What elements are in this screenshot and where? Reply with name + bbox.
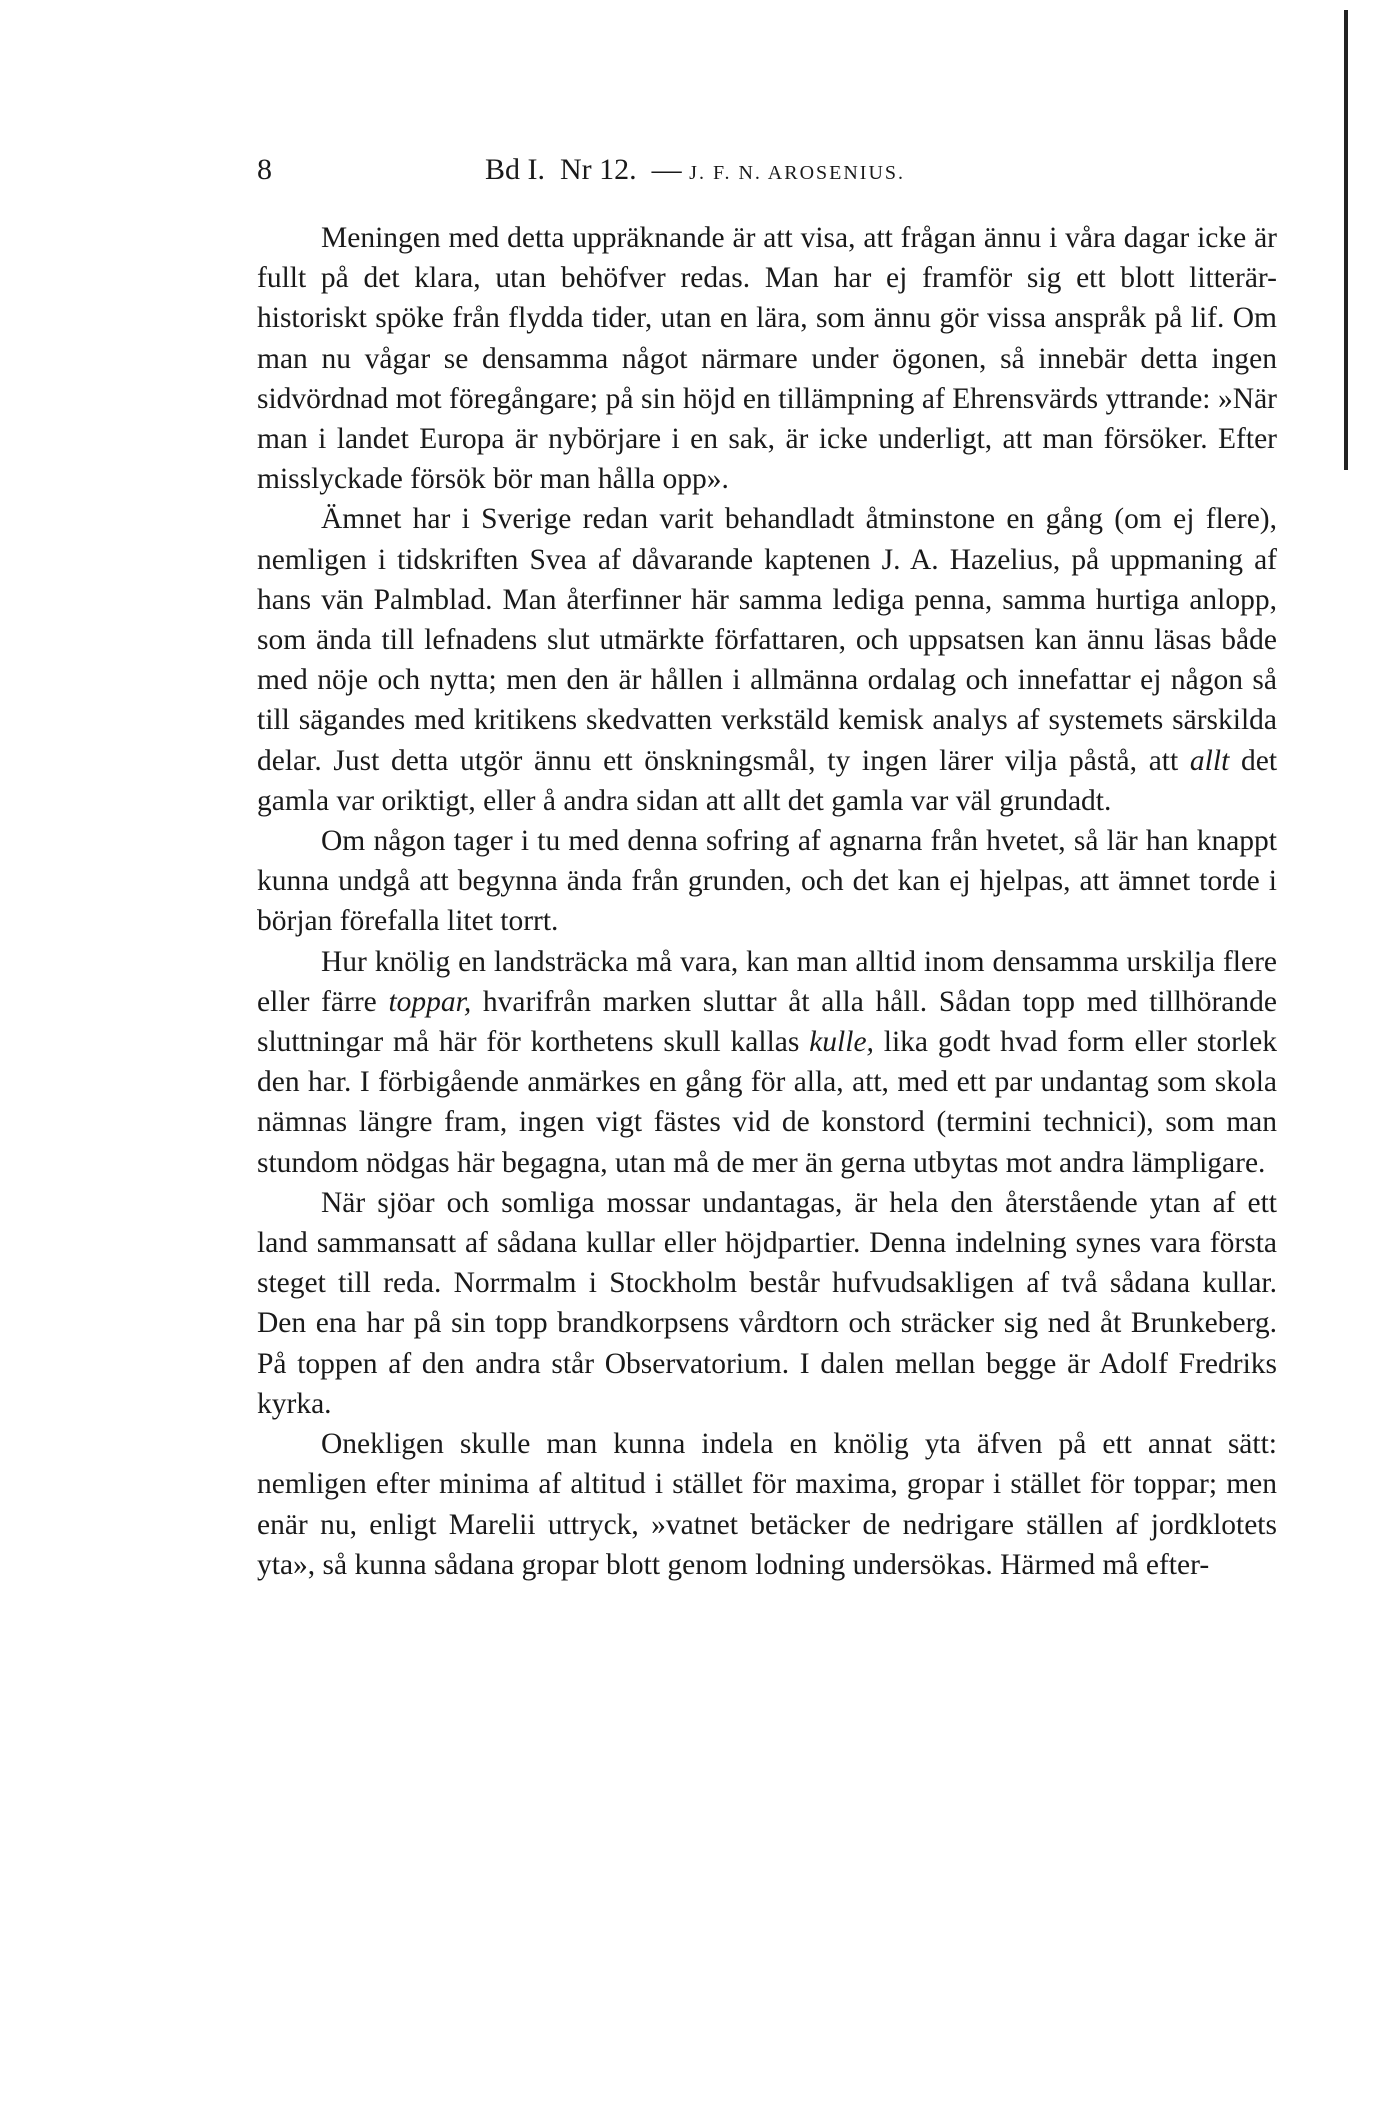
page-number: 8: [257, 153, 272, 186]
paragraph-2-text-end: det gamla var oriktigt, eller å andra sidan att allt det gamla var väl grundadt.: [257, 744, 1278, 817]
paragraph-6: [257, 1424, 1277, 1585]
paragraph-2: [257, 499, 1277, 821]
margin-mark: [1344, 10, 1348, 470]
paragraph-4-text-start: Hur knölig en landsträcka må vara, kan man alltid inom densamma urskilja flere eller färre: [257, 945, 1277, 1018]
paragraph-4: [257, 942, 1277, 1183]
paragraph-3: [257, 821, 1277, 942]
paragraph-1: [257, 218, 1277, 499]
header-title: [485, 150, 905, 193]
paragraph-3-text: Om någon tager i tu med denna sofring af agnarna från hvetet, så lär han knappt kunna undgå att begynna ända från grunden, och det kan ej hjelpas, att ämnet torde i början förefalla litet torrt.: [257, 825, 1277, 938]
running-header: [257, 150, 1277, 190]
header-series: Bd I.: [485, 153, 545, 186]
paragraph-4-text-end: lika godt hvad form eller storlek den har. I förbigående anmärkes en gång för alla, att, med ett par undantag som skola nämnas längre fram, ingen vigt fästes vid de konstord (termini technici), som man stundom nödgas här begagna, utan må de mer än gerna utbytas mot andra lämpligare.: [257, 1026, 1277, 1179]
header-author: J. F. N. AROSENIUS.: [689, 162, 906, 184]
paragraph-1-text: Meningen med detta uppräknande är att visa, att frågan ännu i våra dagar icke är fullt på det klara, utan behöfver redas. Man har ej framför sig ett blott litterär-historiskt spöke från flydda tider, utan en lära, som ännu gör vissa anspråk på lif. Om man nu vågar se densamma något närmare under ögonen, så innebär detta ingen sidvördnad mot föregångare; på sin höjd en tillämpning af Ehrensvärds yttrande: »När man i landet Europa är nybörjare i en sak, är icke underligt, att man försöker. Efter misslyckade försök bör man hålla opp».: [257, 222, 1277, 496]
body-text: [257, 218, 1277, 1585]
paragraph-2-text: Ämnet har i Sverige redan varit behandladt åtminstone en gång (om ej flere), nemligen i tidskriften Svea af dåvarande kaptenen J. A. Hazelius, på uppmaning af hans vän Palmblad. Man återfinner här samma lediga penna, samma hurtiga anlopp, som ända till lefnadens slut utmärkte författaren, och uppsatsen kan ännu läsas både med nöje och nytta; men den är hållen i allmänna ordalag och innefattar ej någon så till sägandes med kritikens skedvatten verkstäld kemisk analys af systemets särskilda delar. Just detta utgör ännu ett önskningsmål, ty ingen lärer vilja påstå, att: [257, 503, 1277, 777]
paragraph-4-text-middle: hvarifrån marken sluttar åt alla håll. Sådan topp med tillhörande sluttningar må här för korthetens skull kallas: [257, 985, 1277, 1059]
paragraph-5: [257, 1183, 1277, 1424]
header-number: Nr 12.: [560, 153, 637, 186]
italic-term-toppar: toppar,: [388, 985, 472, 1018]
header-dash: —: [651, 153, 682, 186]
italic-word: allt: [1189, 744, 1230, 777]
italic-term-kulle: kulle,: [809, 1026, 874, 1059]
paragraph-5-text: När sjöar och somliga mossar undantagas, är hela den återstående ytan af ett land sammansatt af sådana kullar eller höjdpartier. Denna indelning synes vara första steget till reda. Norrmalm i Stockholm består hufvudsakligen af två sådana kullar. Den ena har på sin topp brandkorpsens vårdtorn och sträcker sig ned åt Brunkeberg. På toppen af den andra står Observatorium. I dalen mellan begge är Adolf Fredriks kyrka.: [257, 1186, 1277, 1420]
paragraph-6-text: Onekligen skulle man kunna indela en knölig yta äfven på ett annat sätt: nemligen efter minima af altitud i stället för maxima, gropar i stället för toppar; men enär nu, enligt Marelii uttryck, »vatnet betäcker de nedrigare ställen af jordklotets yta», så kunna sådana gropar blott genom lodning undersökas. Härmed må efter-: [257, 1428, 1277, 1581]
